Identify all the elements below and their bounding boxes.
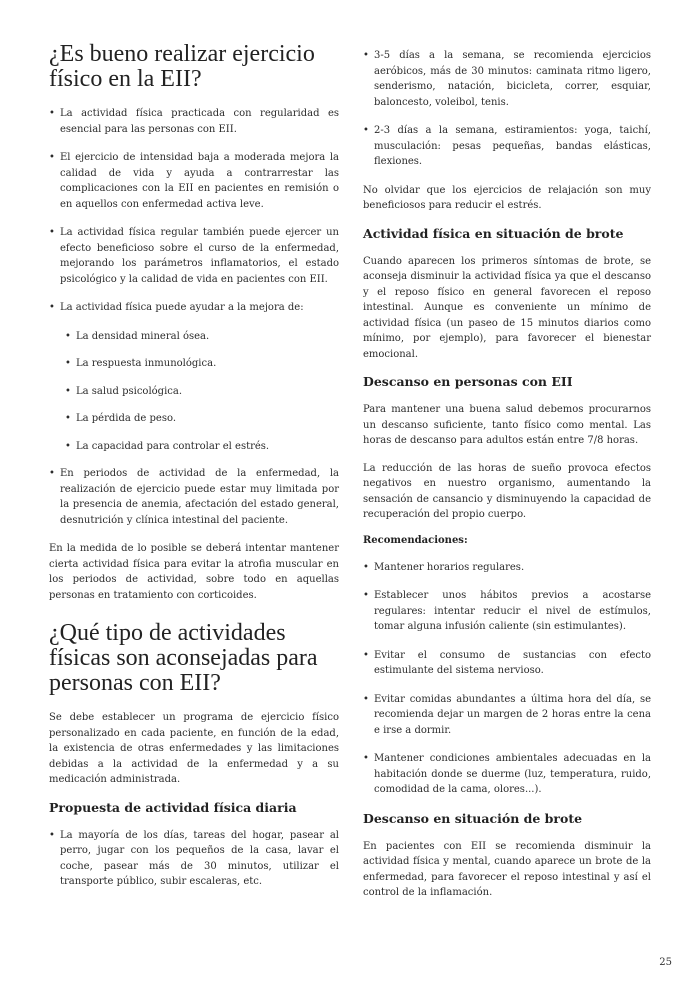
benefits-list xyxy=(49,106,339,316)
sub-list-item: • La salud psicológica. xyxy=(65,384,339,400)
list-item: • La actividad física practicada con regularidad es esencial para las personas con EII. xyxy=(49,106,339,137)
activity-periods-list xyxy=(49,466,339,528)
sub-list-item: • La respuesta inmunológica. xyxy=(65,356,339,372)
list-item: • Evitar comidas abundantes a última hora del día, se recomienda dejar un margen de 2 horas entre la cena e irse a dormir. xyxy=(363,692,651,739)
page-number: 25 xyxy=(659,957,672,968)
paragraph: Se debe establecer un programa de ejercicio físico personalizado en cada paciente, en función de la edad, la existencia de otras enfermedades y las limitaciones debidas a la actividad de la enfermedad y a su medicación administrada. xyxy=(49,712,339,785)
heading-exercise: ¿Es bueno realizar ejercicio físico en la EII? xyxy=(49,41,315,92)
sub-list-item: • La densidad mineral ósea. xyxy=(65,329,339,345)
heading-activities: ¿Qué tipo de actividades físicas son aconsejadas para personas con EII? xyxy=(49,620,318,696)
daily-activity-list xyxy=(49,828,339,890)
list-item: • Mantener condiciones ambientales adecuadas en la habitación donde se duerme (luz, temperatura, ruido, comodidad de la cama, olores...). xyxy=(363,751,651,798)
list-item: • El ejercicio de intensidad baja a moderada mejora la calidad de vida y ayuda a contrarrestar las complicaciones con la EII en pacientes en remisión o en aquellos con enfermedad activa leve. xyxy=(49,150,339,212)
paragraph: En la medida de lo posible se deberá intentar mantener cierta actividad física para evitar la atrofia muscular en los periodos de actividad, sobre todo en aquellas personas en tratamiento con corticoides. xyxy=(49,543,339,601)
paragraph: La reducción de las horas de sueño provoca efectos negativos en nuestro organismo, aumentando la sensación de cansancio y disminuyendo la capacidad de recuperación del propio cuerpo. xyxy=(363,462,651,520)
list-item: • Evitar el consumo de sustancias con efecto estimulante del sistema nervioso. xyxy=(363,648,651,679)
recommendations-list xyxy=(363,560,651,798)
right-column xyxy=(363,48,651,913)
weekly-activity-list xyxy=(363,48,651,170)
heading-flare-activity: Actividad física en situación de brote xyxy=(363,225,624,241)
paragraph: Para mantener una buena salud debemos procurarnos un descanso suficiente, tanto físico como mental. Las horas de descanso para adultos están entre 7/8 horas. xyxy=(363,404,651,446)
sub-list-item: • La capacidad para controlar el estrés. xyxy=(65,439,339,455)
paragraph: Cuando aparecen los primeros síntomas de brote, se aconseja disminuir la actividad física ya que el descanso y el reposo físico en general favorecen el reposo intestinal. Aunque es conveniente un mínimo de actividad física (un paseo de 15 minutos diarios como mínimo, por ejemplo), para favorecer el bienestar emocional. xyxy=(363,255,651,360)
paragraph: No olvidar que los ejercicios de relajación son muy beneficiosos para reducir el estrés. xyxy=(363,184,651,211)
heading-rest: Descanso en personas con EII xyxy=(363,374,573,389)
sub-list-item: • La pérdida de peso. xyxy=(65,411,339,427)
list-item: • La actividad física regular también puede ejercer un efecto beneficioso sobre el curso de la enfermedad, mejorando los parámetros inflamatorios, el estado psicológico y la calidad de vida en pacientes con EII. xyxy=(49,225,339,287)
heading-recommendations: Recomendaciones: xyxy=(363,534,468,546)
list-item: • En periodos de actividad de la enfermedad, la realización de ejercicio puede estar muy limitada por la presencia de anemia, afectación del estado general, desnutrición y clínica intestinal del paciente. xyxy=(49,466,339,528)
list-item: • La mayoría de los días, tareas del hogar, pasear al perro, jugar con los pequeños de la casa, lavar el coche, pasear más de 30 minutos, utilizar el transporte público, subir escaleras, etc. xyxy=(49,828,339,890)
list-item: • Establecer unos hábitos previos a acostarse regulares: intentar reducir el nivel de estímulos, tomar alguna infusión caliente (sin estimulantes). xyxy=(363,588,651,635)
left-column xyxy=(49,42,339,903)
list-item: • 3-5 días a la semana, se recomienda ejercicios aeróbicos, más de 30 minutos: caminata ritmo ligero, senderismo, natación, bicicleta, correr, esquiar, baloncesto, voleibol, tenis. xyxy=(363,48,651,110)
list-item: • 2-3 días a la semana, estiramientos: yoga, taichí, musculación: pesas pequeñas, bandas elásticas, flexiones. xyxy=(363,123,651,170)
improvement-sublist xyxy=(49,329,339,455)
heading-flare-rest: Descanso en situación de brote xyxy=(363,810,583,826)
list-item: • La actividad física puede ayudar a la mejora de: xyxy=(49,300,339,316)
list-item: • Mantener horarios regulares. xyxy=(363,560,651,576)
heading-daily-proposal: Propuesta de actividad física diaria xyxy=(49,799,297,815)
paragraph: En pacientes con EII se recomienda disminuir la actividad física y mental, cuando aparece un brote de la enfermedad, para favorecer el reposo intestinal y así el control de la inflamación. xyxy=(363,840,651,898)
